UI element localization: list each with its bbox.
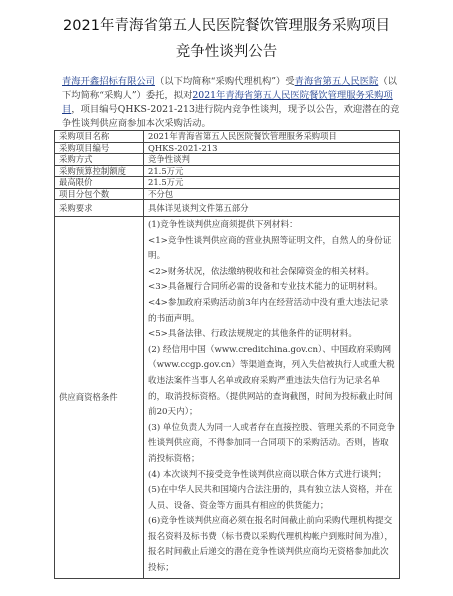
intro-text-2: （以下均简称“采购人”）委托，拟对 — [62, 76, 397, 101]
table-row — [55, 142, 400, 154]
qualification-line: (6)竞争性谈判供应商必须在报名时间截止前向采购代理机构提交报名资料及标书费（标书费以采购代理机构帐户到账时间为准），报名时间截止后递交的潜在竞争性谈判供应商均无资格参加此次投标； — [148, 516, 393, 574]
intro-text-1: （以下均简称“采购代理机构”）受 — [154, 76, 295, 87]
row-key: 采购方式 — [55, 154, 144, 166]
qualification-line: <3>具备履行合同所必需的设备和专业技术能力的证明材料。 — [148, 282, 383, 293]
qualification-key: 供应商资格条件 — [55, 217, 144, 579]
table-row — [55, 177, 400, 189]
qualification-line: (2) 经信用中国（www.creditchina.gov.cn）、中国政府采购网（www.ccgp.gov.cn）等渠道查询，列入失信被执行人或重大税收违法案件当事人名单或政府采购严重违法失信行为记录名单的，取消投标资格。（提供网站的查询截图，时间为投标截止时间前20天内）； — [148, 344, 395, 418]
table-row — [55, 200, 400, 217]
table-row — [55, 131, 400, 143]
page-subtitle: 竞争性谈判公告 — [175, 44, 278, 60]
qualification-line: <5>具备法律、行政法规规定的其他条件的证明材料。 — [148, 329, 357, 340]
qualification-line: <4>参加政府采购活动前3年内在经营活动中没有重大违法记录的书面声明。 — [148, 297, 389, 324]
qualification-line: (5)在中华人民共和国境内合法注册的，具有独立法人资格，并在人员、设备、资金等方面具有相应的供货能力； — [148, 485, 393, 511]
row-value: 21.5万元 — [144, 165, 400, 177]
buyer-name: 青海省第五人民医院 — [294, 76, 379, 87]
table-row — [55, 188, 400, 200]
row-value: 竞争性谈判 — [144, 154, 400, 166]
qualification-line: <2>财务状况，依法缴纳税收和社会保障资金的相关材料。 — [148, 266, 375, 277]
row-key: 采购项目编号 — [55, 142, 144, 154]
page-title: 2021年青海省第五人民医院餐饮管理服务采购项目 — [63, 18, 390, 34]
qualification-line: (4) 本次谈判不接受竞争性谈判供应商以联合体方式进行谈判； — [148, 469, 387, 480]
qualification-line: <1>竞争性谈判供应商的营业执照等证明文件，自然人的身份证明。 — [148, 235, 392, 262]
intro-paragraph — [62, 75, 402, 131]
table-row — [55, 154, 400, 166]
table-row — [55, 165, 400, 177]
qualification-row — [55, 217, 400, 579]
row-key: 项目分包个数 — [55, 188, 144, 200]
row-value: 2021年青海省第五人民医院餐饮管理服务采购项目 — [144, 131, 400, 143]
row-key: 采购预算控制额度 — [55, 165, 144, 177]
project-name-link: 2021年青海省第五人民医院餐饮管理服务采购项目 — [62, 90, 393, 115]
qualification-line: (3) 单位负责人为同一人或者存在直接控股、管理关系的不同竞争性谈判供应商，不得参加同一合同项下的采购活动。否则，皆取消投标资格； — [148, 422, 395, 464]
row-value: QHKS-2021-213 — [144, 142, 400, 154]
agency-name: 青海开鑫招标有限公司 — [62, 76, 155, 87]
row-key: 采购要求 — [55, 200, 144, 217]
info-table — [54, 130, 400, 579]
intro-text-3: ，项目编号QHKS-2021-213进行院内竞争性谈判，现予以公告，欢迎潜在的竞争性谈判供应商参加本次采购活动。 — [62, 104, 400, 129]
row-key: 采购项目名称 — [55, 131, 144, 143]
row-value: 21.5万元 — [144, 177, 400, 189]
row-key: 最高限价 — [55, 177, 144, 189]
qualification-content — [144, 217, 400, 579]
row-value: 不分包 — [144, 188, 400, 200]
row-value: 具体详见谈判文件第五部分 — [144, 200, 400, 217]
qualification-line: (1)竞争性谈判供应商须提供下列材料： — [148, 220, 298, 230]
